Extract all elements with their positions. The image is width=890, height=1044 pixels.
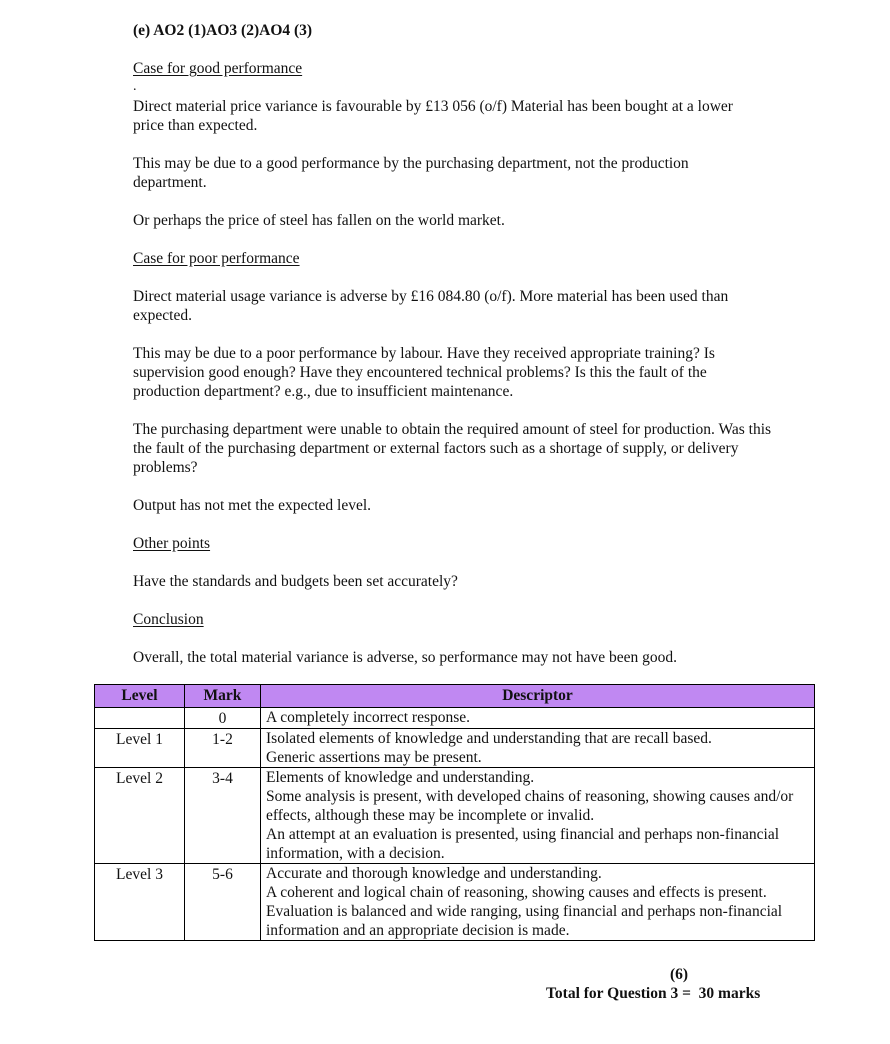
- mark-cell: 3-4: [185, 768, 261, 864]
- level-cell: Level 1: [95, 729, 185, 768]
- question-part-heading: (e) AO2 (1)AO3 (2)AO4 (3): [133, 22, 313, 39]
- descriptor-line: A coherent and logical chain of reasoning, showing causes and effects is present.: [266, 884, 767, 901]
- descriptor-line: Isolated elements of knowledge and understanding that are recall based.: [266, 730, 712, 747]
- usage-variance-paragraph: Direct material usage variance is adverse by £16 084.80 (o/f). More material has been used than expected.: [133, 288, 729, 324]
- mark-cell: 0: [185, 708, 261, 729]
- standards-budgets-paragraph: Have the standards and budgets been set accurately?: [133, 573, 458, 590]
- output-level-paragraph: Output has not met the expected level.: [133, 497, 372, 514]
- purchasing-performance-paragraph: This may be due to a good performance by the purchasing department, not the production department.: [133, 155, 689, 191]
- descriptor-column-header: Descriptor: [261, 685, 815, 708]
- table-header-row: [95, 685, 815, 708]
- descriptor-line: Generic assertions may be present.: [266, 749, 482, 766]
- level-cell: [95, 708, 185, 729]
- descriptor-line: A completely incorrect response.: [266, 709, 471, 726]
- descriptor-line: Some analysis is present, with developed chains of reasoning, showing causes and/or effects, although these may be incomplete or invalid.: [266, 788, 794, 824]
- descriptor-cell: [261, 768, 815, 864]
- descriptor-cell: [261, 708, 815, 729]
- descriptor-cell: [261, 864, 815, 941]
- other-points-heading: Other points: [133, 535, 211, 552]
- stray-dot: .: [133, 79, 137, 94]
- part-marks: (6): [670, 966, 689, 983]
- descriptor-cell: [261, 729, 815, 768]
- conclusion-paragraph: Overall, the total material variance is adverse, so performance may not have been good.: [133, 649, 677, 666]
- level-cell: Level 2: [95, 768, 185, 864]
- mark-cell: 5-6: [185, 864, 261, 941]
- good-performance-heading: Case for good performance: [133, 60, 303, 77]
- price-variance-paragraph: Direct material price variance is favourable by £13 056 (o/f) Material has been bought at a lower price than expected.: [133, 98, 733, 134]
- descriptor-line: Evaluation is balanced and wide ranging, using financial and perhaps non-financial information and an appropriate decision is made.: [266, 903, 783, 939]
- purchasing-shortage-paragraph: The purchasing department were unable to obtain the required amount of steel for production. Was this the fault of the purchasing department or external factors such as a shortage of supply, or delivery problems?: [133, 421, 772, 476]
- table-row: [95, 708, 815, 729]
- poor-performance-heading: Case for poor performance: [133, 250, 300, 267]
- descriptor-line: An attempt at an evaluation is presented, using financial and perhaps non-financial information, with a decision.: [266, 826, 780, 862]
- mark-scheme-table: [94, 684, 815, 941]
- level-column-header: Level: [95, 685, 185, 708]
- mark-cell: 1-2: [185, 729, 261, 768]
- conclusion-heading: Conclusion: [133, 611, 204, 628]
- table-row: [95, 768, 815, 864]
- descriptor-line: Elements of knowledge and understanding.: [266, 769, 535, 786]
- question-total: Total for Question 3 = 30 marks: [546, 985, 761, 1002]
- level-cell: Level 3: [95, 864, 185, 941]
- descriptor-line: Accurate and thorough knowledge and understanding.: [266, 865, 602, 882]
- labour-performance-paragraph: This may be due to a poor performance by labour. Have they received appropriate training? Is supervision good enough? Have they encountered technical problems? Is this the fault of the production department? e.g., due to insufficient maintenance.: [133, 345, 715, 400]
- table-row: [95, 729, 815, 768]
- mark-column-header: Mark: [185, 685, 261, 708]
- steel-price-paragraph: Or perhaps the price of steel has fallen on the world market.: [133, 212, 505, 229]
- table-row: [95, 864, 815, 941]
